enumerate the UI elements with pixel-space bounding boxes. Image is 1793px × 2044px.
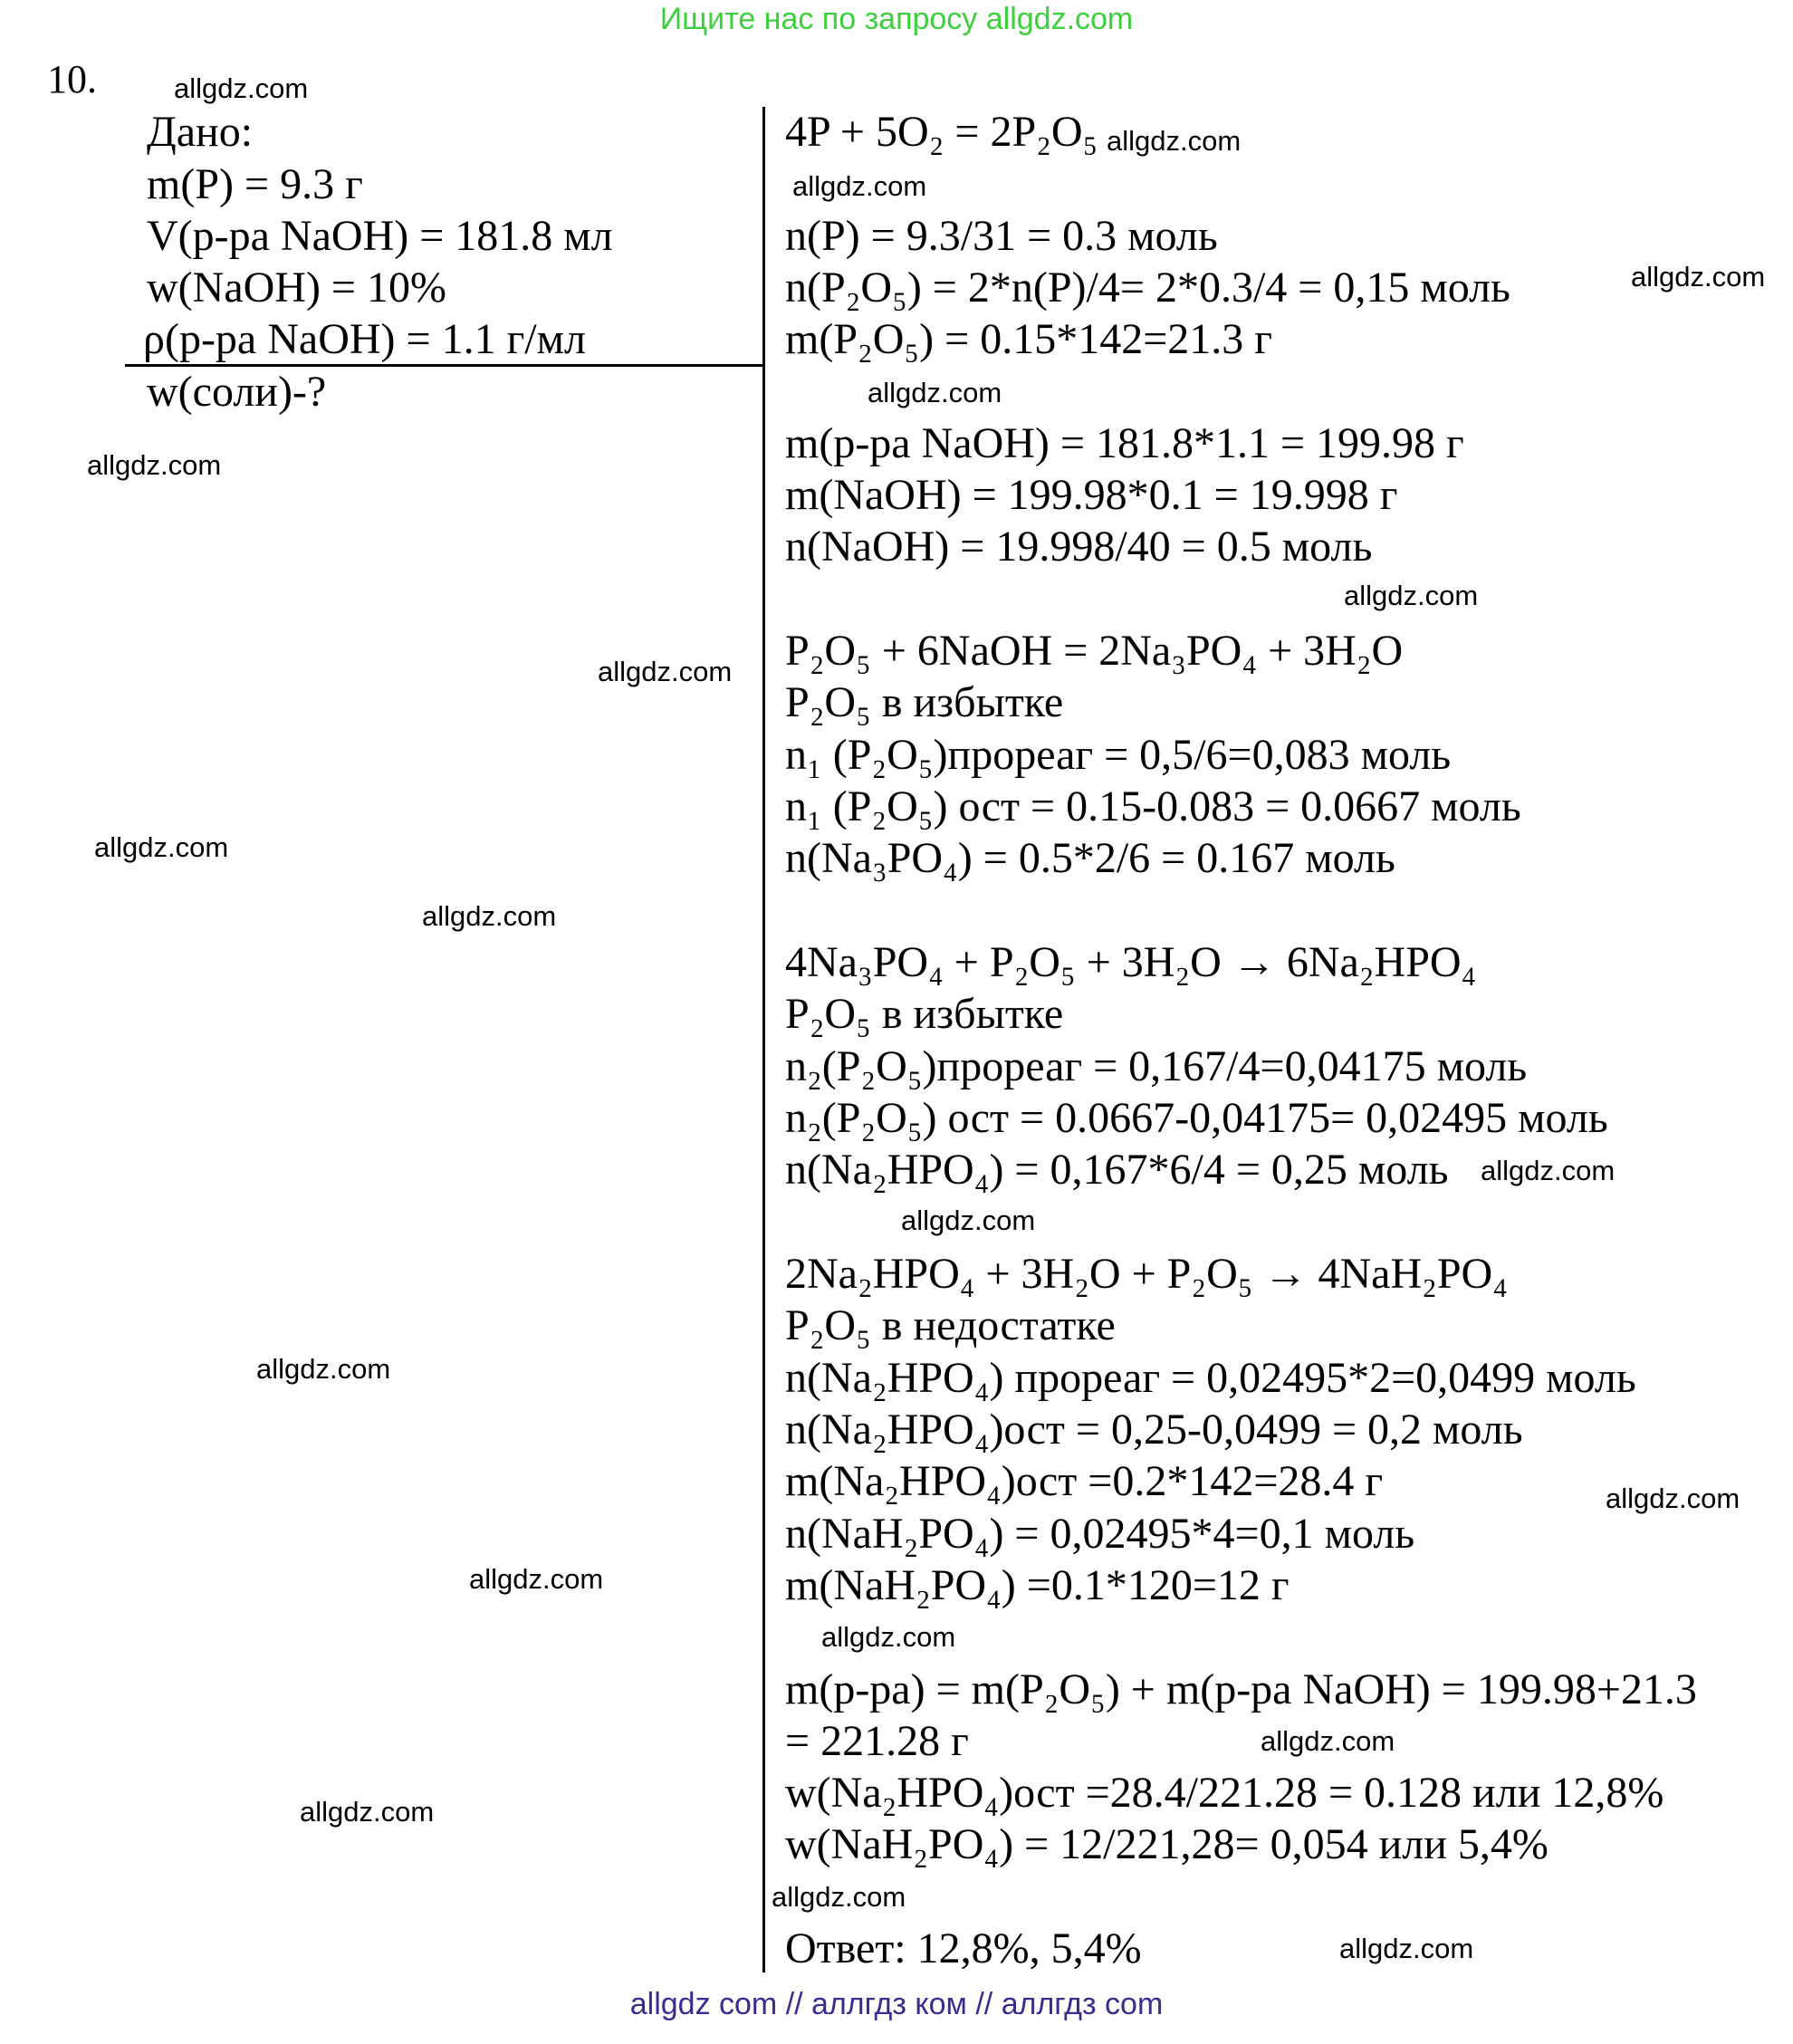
solution-line: n₁ (P₂O₅)прореаг = 0,5/6=0,083 моль [785,731,1452,779]
watermark: allgdz.com [1481,1155,1616,1186]
solution-line: m(Na₂HPO₄)ост =0.2*142=28.4 г [785,1457,1384,1505]
solution-line: m(P₂O₅) = 0.15*142=21.3 г [785,315,1272,363]
solution-line: n₂(P₂O₅)прореаг = 0,167/4=0,04175 моль [785,1042,1528,1090]
watermark: allgdz.com [469,1563,604,1595]
solution-line: 4P + 5O₂ = 2P₂O₅ [785,108,1098,156]
solution-line: n(P₂O₅) = 2*n(P)/4= 2*0.3/4 = 0,15 моль [785,264,1510,312]
watermark: allgdz.com [1606,1483,1740,1514]
given-line: w(NaOH) = 10% [147,264,446,312]
answer-line: Ответ: 12,8%, 5,4% [785,1924,1142,1972]
solution-line: m(р-ра NaOH) = 181.8*1.1 = 199.98 г [785,419,1464,467]
solution-line: n(NaH₂PO₄) = 0,02495*4=0,1 моль [785,1510,1415,1558]
watermark: allgdz.com [868,377,1002,408]
solution-line: n(NaOH) = 19.998/40 = 0.5 моль [785,523,1373,571]
given-line: m(P) = 9.3 г [147,160,363,208]
solution-line: w(Na₂HPO₄)ост =28.4/221.28 = 0.128 или 12,8% [785,1769,1664,1817]
watermark: allgdz.com [422,900,557,932]
solution-line: 4Na₃PO₄ + P₂O₅ + 3H₂O → 6Na₂HPO₄ [785,938,1477,986]
solution-line: P₂O₅ в недостатке [785,1301,1116,1349]
watermark: allgdz.com [821,1621,956,1653]
solution-line: P₂O₅ + 6NaOH = 2Na₃PO₄ + 3H₂O [785,627,1404,675]
watermark: allgdz.com [94,831,229,863]
watermark: allgdz.com [1107,125,1242,157]
watermark: allgdz.com [300,1796,435,1828]
solution-line: n₁ (P₂O₅) ост = 0.15-0.083 = 0.0667 моль [785,782,1521,830]
solution-line: m(р-ра) = m(P₂O₅) + m(р-ра NaOH) = 199.98+21.3 [785,1665,1697,1713]
column-divider [762,107,765,1972]
solution-line: n(P) = 9.3/31 = 0.3 моль [785,212,1218,260]
solution-line: 2Na₂HPO₄ + 3H₂O + P₂O₅ → 4NaH₂PO₄ [785,1250,1508,1298]
watermark: allgdz.com [256,1353,391,1385]
solution-line: n₂(P₂O₅) ост = 0.0667-0,04175= 0,02495 моль [785,1094,1608,1142]
solution-line: m(NaOH) = 199.98*0.1 = 19.998 г [785,471,1398,519]
solution-line: n(Na₂HPO₄) прореаг = 0,02495*2=0,0499 моль [785,1354,1636,1402]
watermark: allgdz.com [901,1204,1036,1236]
problem-number: 10. [47,57,97,101]
watermark: allgdz.com [1344,580,1479,611]
solution-line: n(Na₂HPO₄)ост = 0,25-0,0499 = 0,2 моль [785,1406,1523,1454]
solution-line: n(Na₃PO₄) = 0.5*2/6 = 0.167 моль [785,834,1395,882]
given-divider [125,364,764,367]
solution-line: n(Na₂HPO₄) = 0,167*6/4 = 0,25 моль [785,1146,1449,1194]
given-line: V(р-ра NaOH) = 181.8 мл [147,212,613,260]
watermark: allgdz.com [1261,1725,1395,1757]
watermark: allgdz.com [1339,1933,1474,1964]
top-banner: Ищите нас по запросу allgdz.com [659,2,1134,36]
find-line: w(соли)-? [147,368,327,416]
watermark: allgdz.com [174,72,309,104]
solution-line: = 221.28 г [785,1717,969,1765]
solution-line: P₂O₅ в избытке [785,990,1064,1038]
bottom-banner: allgdz com // аллгдз ком // аллгдз com [629,1987,1164,2021]
watermark: allgdz.com [1631,261,1766,293]
watermark: allgdz.com [792,170,927,202]
watermark: allgdz.com [87,449,222,481]
solution-line: w(NaH₂PO₄) = 12/221,28= 0,054 или 5,4% [785,1820,1548,1868]
solution-line: m(NaH₂PO₄) =0.1*120=12 г [785,1561,1290,1609]
watermark: allgdz.com [772,1881,906,1913]
given-line: ρ(р-ра NaOH) = 1.1 г/мл [143,315,586,363]
watermark: allgdz.com [598,656,733,687]
solution-line: P₂O₅ в избытке [785,678,1064,726]
given-title: Дано: [147,108,254,156]
